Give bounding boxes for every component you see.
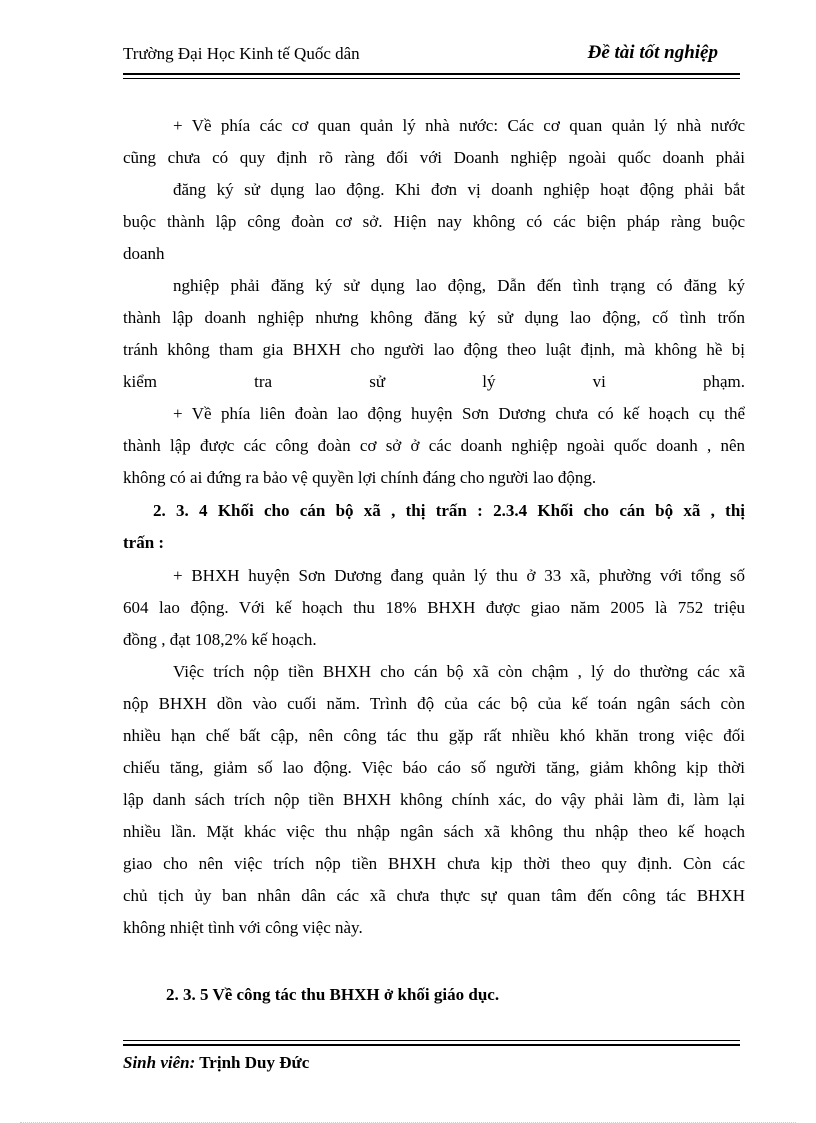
paragraph-line: nhiều lần. Mặt khác việc thu nhập ngân sách xã không thu nhập theo kế hoạch [123, 822, 745, 841]
footer-label: Sinh viên: [123, 1053, 196, 1072]
paragraph-line: buộc thành lập công đoàn cơ sở. Hiện nay không có các biện pháp ràng buộc [123, 212, 745, 231]
paragraph-line: tránh không tham gia BHXH cho người lao động theo luật định, mà không hề bị [123, 340, 745, 359]
paragraph-line: kiểm tra sử lý vi phạm. [123, 372, 745, 391]
paragraph-line: không nhiệt tình với công việc này. [123, 918, 363, 937]
header-rule-top [123, 73, 740, 75]
paragraph-line: + BHXH huyện Sơn Dương đang quản lý thu ở 33 xã, phường với tổng số [173, 566, 745, 585]
paragraph-line: nộp BHXH dồn vào cuối năm. Trình độ của các bộ của kế toán ngân sách còn [123, 694, 745, 713]
paragraph-line: 604 lao động. Với kế hoạch thu 18% BHXH được giao năm 2005 là 752 triệu [123, 598, 745, 617]
footer-rule-top [123, 1040, 740, 1041]
paragraph-line: giao cho nên việc trích nộp tiền BHXH chưa kịp thời theo quy định. Còn các [123, 854, 745, 873]
paragraph-line: lập danh sách trích nộp tiền BHXH không chính xác, do vậy phải làm đi, làm lại [123, 790, 745, 809]
page-footer [123, 1053, 309, 1073]
section-heading: 2. 3. 5 Về công tác thu BHXH ở khối giáo dục. [166, 985, 500, 1004]
paragraph-line: chiếu tăng, giảm số lao động. Việc báo cáo số người tăng, giảm không kịp thời [123, 758, 745, 777]
paragraph-line: thành lập được các công đoàn cơ sở ở các doanh nghiệp ngoài quốc doanh , nên [123, 436, 745, 455]
paragraph-line: đồng , đạt 108,2% kế hoạch. [123, 630, 317, 649]
paragraph-line: Việc trích nộp tiền BHXH cho cán bộ xã còn chậm , lý do thường các xã [173, 662, 745, 681]
header-thesis-title: Đề tài tốt nghiệp [587, 42, 718, 63]
paragraph-line: + Về phía các cơ quan quản lý nhà nước: Các cơ quan quản lý nhà nước [173, 116, 745, 135]
footer-rule-bottom [123, 1044, 740, 1046]
paragraph-line: đăng ký sử dụng lao động. Khi đơn vị doanh nghiệp hoạt động phải bắt [173, 180, 745, 199]
paragraph-line: thành lập doanh nghiệp nhưng không đăng ký sử dụng lao động, cố tình trốn [123, 308, 745, 327]
footer-student-name: Trịnh Duy Đức [199, 1053, 310, 1072]
paragraph-line: không có ai đứng ra bảo vệ quyền lợi chính đáng cho người lao động. [123, 468, 597, 487]
paragraph-line: doanh [123, 244, 165, 263]
paragraph-line: nhiều hạn chế bất cập, nên công tác thu gặp rất nhiều khó khăn trong việc đối [123, 726, 745, 745]
paragraph-line: cũng chưa có quy định rõ ràng đối với Doanh nghiệp ngoài quốc doanh phải [123, 148, 745, 167]
section-heading: 2. 3. 4 Khối cho cán bộ xã , thị trấn : 2.3.4 Khối cho cán bộ xã , thị [153, 501, 745, 520]
header-rule-bottom [123, 78, 740, 79]
paragraph-line: + Về phía liên đoàn lao động huyện Sơn Dương chưa có kế hoạch cụ thể [173, 404, 745, 423]
section-heading: trấn : [123, 533, 165, 552]
header-university: Trường Đại Học Kinh tế Quốc dân [123, 44, 360, 63]
paragraph-line: nghiệp phải đăng ký sử dụng lao động, Dẫn đến tình trạng có đăng ký [173, 276, 745, 295]
page-header [123, 44, 740, 72]
paragraph-line: chủ tịch ủy ban nhân dân các xã chưa thực sự quan tâm đến công tác BHXH [123, 886, 745, 905]
